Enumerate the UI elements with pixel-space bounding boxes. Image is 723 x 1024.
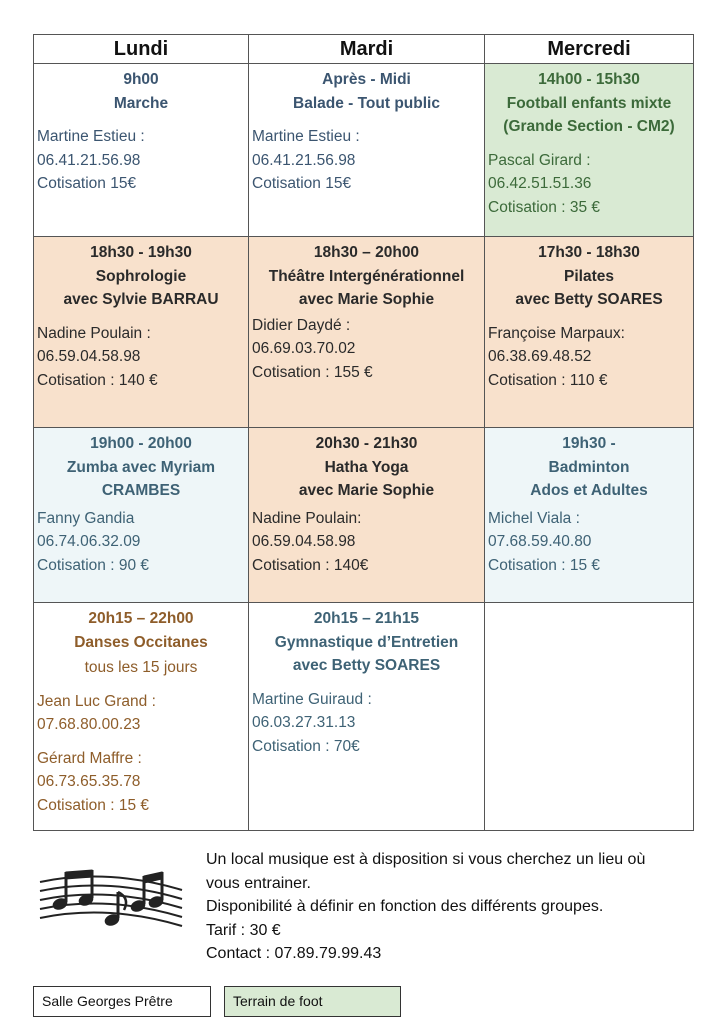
info-tarif: Tarif : 30 € — [206, 921, 281, 939]
activity-contact-secondary: Gérard Maffre : 06.73.65.35.78 Cotisation : 15 € — [37, 749, 150, 814]
activity-header: 18h30 – 20h00 Théâtre Intergénérationnel avec Marie Sophie — [268, 244, 465, 308]
activity-contact: Françoise Marpaux: 06.38.69.48.52 Cotisation : 110 € — [488, 324, 625, 389]
day-header-mercredi: Mercredi — [485, 35, 694, 64]
activity-header: 20h15 – 21h15 Gymnastique d’Entretien avec Betty SOARES — [274, 610, 459, 674]
empty-cell — [485, 603, 694, 831]
activity-cell — [34, 237, 249, 428]
info-contact: Contact : 07.89.79.99.43 — [206, 945, 382, 962]
day-header-mardi: Mardi — [249, 35, 485, 64]
header-row — [34, 35, 694, 64]
music-notes-icon — [38, 860, 184, 940]
activity-header: 19h00 - 20h00 Zumba avec Myriam CRAMBES — [66, 435, 216, 499]
info-line: Un local musique est à disposition si vous cherchez un lieu où — [206, 851, 646, 868]
activity-header: 18h30 - 19h30 Sophrologie avec Sylvie BARRAU — [63, 244, 219, 308]
activity-cell — [485, 428, 694, 603]
activity-contact: Martine Estieu : 06.41.21.56.98 Cotisation 15€ — [252, 128, 360, 192]
activity-contact: Martine Estieu : 06.41.21.56.98 Cotisation 15€ — [37, 128, 145, 192]
info-line: Disponibilité à définir en fonction des différents groupes. — [206, 898, 604, 915]
activity-contact: Didier Daydé : 06.69.03.70.02 Cotisation : 155 € — [252, 316, 373, 381]
activity-cell — [34, 64, 249, 237]
activity-contact: Pascal Girard : 06.42.51.51.36 Cotisation : 35 € — [488, 151, 601, 216]
activity-cell — [249, 64, 485, 237]
activity-contact: Nadine Poulain : 06.59.04.58.98 Cotisation : 140 € — [37, 324, 158, 389]
table-row — [34, 428, 694, 603]
activity-header: 20h15 – 22h00 Danses Occitanes — [74, 610, 208, 651]
day-header-lundi: Lundi — [34, 35, 249, 64]
activity-header: Après - Midi Balade - Tout public — [293, 71, 440, 112]
activity-contact: Martine Guiraud : 06.03.27.31.13 Cotisation : 70€ — [252, 690, 372, 755]
activity-cell — [249, 603, 485, 831]
activity-header: 9h00 Marche — [113, 71, 169, 112]
schedule-table — [33, 34, 694, 831]
activity-header: 14h00 - 15h30 Football enfants mixte (Grande Section - CM2) — [503, 71, 675, 135]
activity-contact: Fanny Gandia 06.74.06.32.09 Cotisation : 90 € — [37, 509, 150, 574]
activity-header: 17h30 - 18h30 Pilates avec Betty SOARES — [515, 244, 663, 308]
music-room-info — [206, 848, 706, 966]
activity-contact: Nadine Poulain: 06.59.04.58.98 Cotisation : 140€ — [252, 509, 369, 574]
activity-contact: Jean Luc Grand : 07.68.80.00.23 — [37, 692, 156, 733]
activity-header: 20h30 - 21h30 Hatha Yoga avec Marie Sophie — [298, 435, 435, 499]
activity-cell — [485, 237, 694, 428]
table-row — [34, 237, 694, 428]
activity-header: 19h30 - Badminton Ados et Adultes — [530, 435, 648, 499]
activity-subtitle: tous les 15 jours — [84, 659, 198, 676]
activity-cell — [249, 428, 485, 603]
legend-terrain-foot: Terrain de foot — [224, 986, 401, 1017]
activity-cell — [485, 64, 694, 237]
info-line: vous entrainer. — [206, 874, 311, 892]
activity-cell — [249, 237, 485, 428]
activity-contact: Michel Viala : 07.68.59.40.80 Cotisation : 15 € — [488, 509, 601, 574]
table-row — [34, 603, 694, 831]
table-row — [34, 64, 694, 237]
activity-cell — [34, 428, 249, 603]
legend-salle: Salle Georges Prêtre — [33, 986, 211, 1017]
activity-cell — [34, 603, 249, 831]
